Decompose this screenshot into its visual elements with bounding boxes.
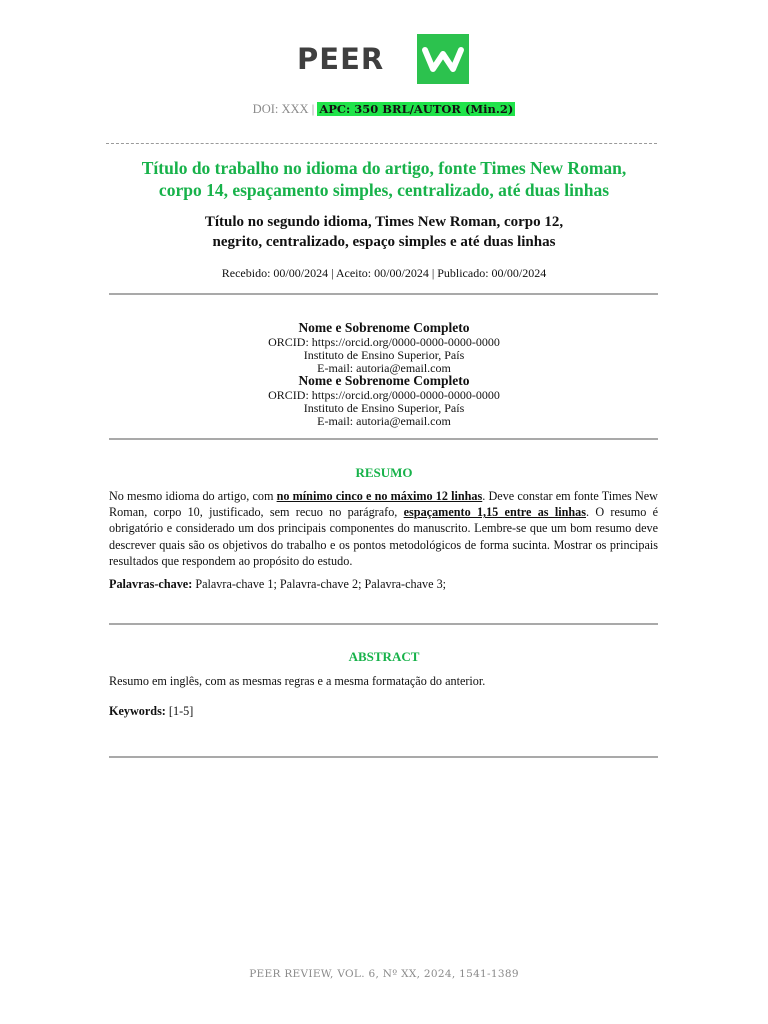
doi-line xyxy=(0,102,768,117)
author-name: Nome e Sobrenome Completo xyxy=(298,320,470,335)
logo-badge xyxy=(417,34,469,84)
article-title-second-language xyxy=(0,212,768,252)
apc-badge: APC: 350 BRL/AUTOR (Min.2) xyxy=(319,102,514,116)
resumo-text: . O resumo é obrigatório e considerado um dos principais componentes do manuscrito. Lembre-se que um bom resumo deve descrever quais são os objetivos do trabalho e os pontos metodológicos de forma sucinta. Mostrar os principais resultados que respondem ao propósito do estudo. xyxy=(109,505,658,568)
keywords-label: Palavras-chave: xyxy=(109,577,193,591)
abstract-keywords xyxy=(109,704,658,719)
publication-dates: Recebido: 00/00/2024 | Aceito: 00/00/2024 | Publicado: 00/00/2024 xyxy=(221,266,547,280)
abstract-heading: ABSTRACT xyxy=(348,649,420,664)
resumo-text: . Deve constar em fonte Times New Roman, corpo 10, justificado, sem recuo no parágrafo, xyxy=(109,489,658,520)
divider xyxy=(109,756,658,758)
resumo-heading: RESUMO xyxy=(355,465,413,480)
page-footer: PEER REVIEW, VOL. 6, Nº XX, 2024, 1541-1389 xyxy=(249,968,519,980)
keywords-label: Keywords: xyxy=(109,704,166,718)
resumo-paragraph xyxy=(109,488,658,569)
header-divider xyxy=(106,143,657,144)
author-orcid: ORCID: https://orcid.org/0000-0000-0000-0000 xyxy=(268,388,500,402)
author-email: E-mail: autoria@email.com xyxy=(317,361,451,375)
author-institution: Instituto de Ensino Superior, País xyxy=(303,401,465,415)
article-title-line-2: corpo 14, espaçamento simples, centralizado, até duas linhas xyxy=(158,180,610,200)
author-block xyxy=(0,320,768,375)
second-title-line-2: negrito, centralizado, espaço simples e até duas linhas xyxy=(212,234,556,250)
article-title xyxy=(0,157,768,201)
divider xyxy=(109,623,658,625)
logo-wordmark: PEER xyxy=(297,42,385,76)
keywords-values: Palavra-chave 1; Palavra-chave 2; Palavra-chave 3; xyxy=(192,577,447,591)
author-institution: Instituto de Ensino Superior, País xyxy=(303,348,465,362)
resumo-text: No mesmo idioma do artigo, com xyxy=(109,489,277,503)
resumo-emphasis: no mínimo cinco e no máximo 12 linhas xyxy=(276,489,483,503)
abstract-paragraph: Resumo em inglês, com as mesmas regras e a mesma formatação do anterior. xyxy=(109,674,486,688)
author-block xyxy=(0,373,768,428)
keywords-values: [1-5] xyxy=(165,704,194,718)
author-name: Nome e Sobrenome Completo xyxy=(298,373,470,388)
logo-w-icon xyxy=(417,34,469,84)
resumo-emphasis: espaçamento 1,15 entre as linhas xyxy=(403,505,586,520)
resumo-keywords xyxy=(109,577,658,592)
author-email: E-mail: autoria@email.com xyxy=(317,414,451,428)
article-title-line-1: Título do trabalho no idioma do artigo, fonte Times New Roman, xyxy=(141,158,627,178)
journal-logo xyxy=(297,34,469,84)
second-title-line-1: Título no segundo idioma, Times New Roman, corpo 12, xyxy=(204,214,564,230)
divider xyxy=(109,293,658,295)
divider xyxy=(109,438,658,440)
doi-text: DOI: XXX | xyxy=(252,102,318,116)
author-orcid: ORCID: https://orcid.org/0000-0000-0000-0000 xyxy=(268,335,500,349)
